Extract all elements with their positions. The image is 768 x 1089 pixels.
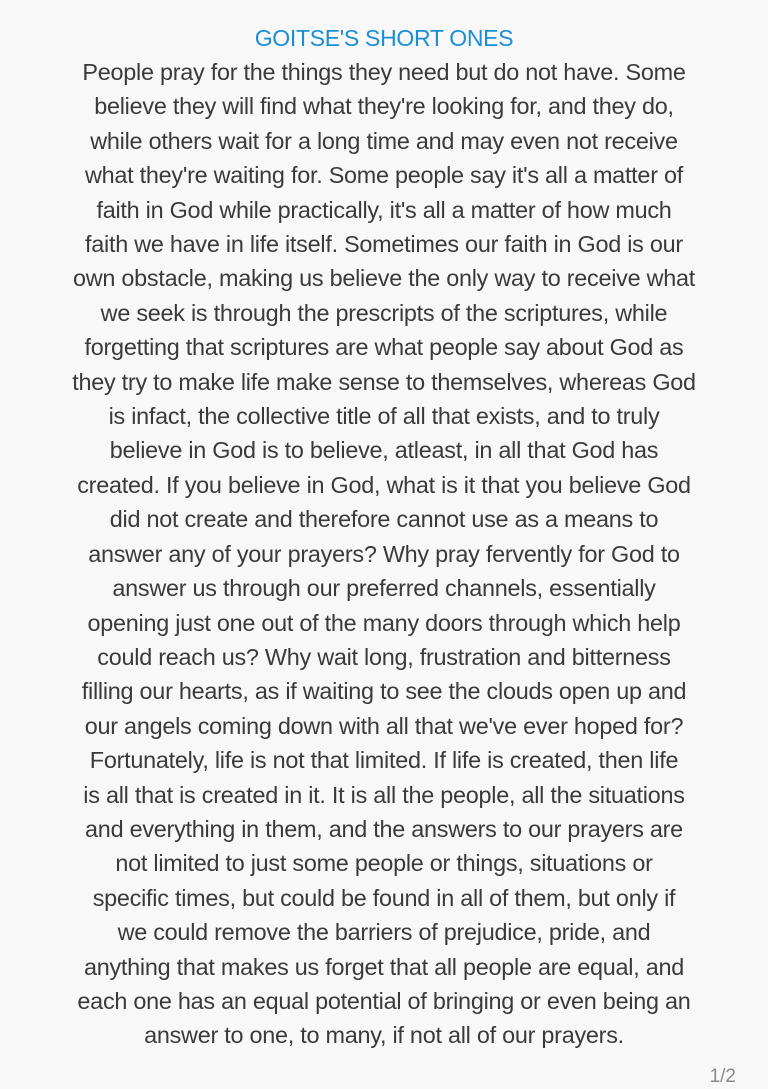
body-line: own obstacle, making us believe the only way to receive what [72, 265, 696, 292]
body-line: faith in God while practically, it's all a matter of how much [96, 196, 672, 223]
body-line: anything that makes us forget that all people are equal, and [83, 953, 685, 980]
body-line: faith we have in life itself. Sometimes our faith in God is our [85, 231, 683, 258]
body-text [24, 55, 744, 1053]
body-line: answer us through our preferred channels, essentially [112, 575, 656, 602]
page-indicator: 1/2 [709, 1066, 736, 1087]
body-line: answer to one, to many, if not all of our prayers. [144, 1022, 624, 1049]
body-line: forgetting that scriptures are what people say about God as [84, 334, 684, 361]
body-line: filling our hearts, as if waiting to see the clouds open up and [81, 678, 687, 705]
body-line: is infact, the collective title of all that exists, and to truly [108, 403, 660, 430]
body-line: believe they will find what they're looking for, and they do, [94, 93, 674, 120]
body-line: we could remove the barriers of prejudice, pride, and [117, 919, 651, 946]
body-line: each one has an equal potential of bringing or even being an [77, 987, 691, 1014]
body-line: People pray for the things they need but do not have. Some [82, 59, 686, 85]
body-line: opening just one out of the many doors through which help [87, 609, 681, 636]
body-line: while others wait for a long time and may even not receive [90, 127, 678, 154]
body-line: created. If you believe in God, what is it that you believe God [77, 471, 691, 498]
body-line: specific times, but could be found in all of them, but only if [92, 884, 676, 911]
body-line: what they're waiting for. Some people say it's all a matter of [85, 162, 683, 189]
page-title: GOITSE'S SHORT ONES [254, 25, 514, 51]
body-line: they try to make life make sense to themselves, whereas God [72, 368, 696, 395]
body-line: answer any of your prayers? Why pray fervently for God to [88, 540, 680, 567]
body-line: did not create and therefore cannot use as a means to [109, 506, 659, 533]
body-line: and everything in them, and the answers to our prayers are [85, 815, 683, 842]
body-line: is all that is created in it. It is all the people, all the situations [83, 781, 685, 808]
body-line: Fortunately, life is not that limited. If life is created, then life [89, 747, 679, 774]
body-line: could reach us? Why wait long, frustration and bitterness [97, 643, 671, 670]
body-line: not limited to just some people or things, situations or [115, 850, 653, 877]
body-line: our angels coming down with all that we've ever hoped for? [84, 712, 684, 739]
body-line: believe in God is to believe, atleast, in all that God has [109, 437, 659, 464]
body-line: we seek is through the prescripts of the scriptures, while [100, 299, 668, 326]
